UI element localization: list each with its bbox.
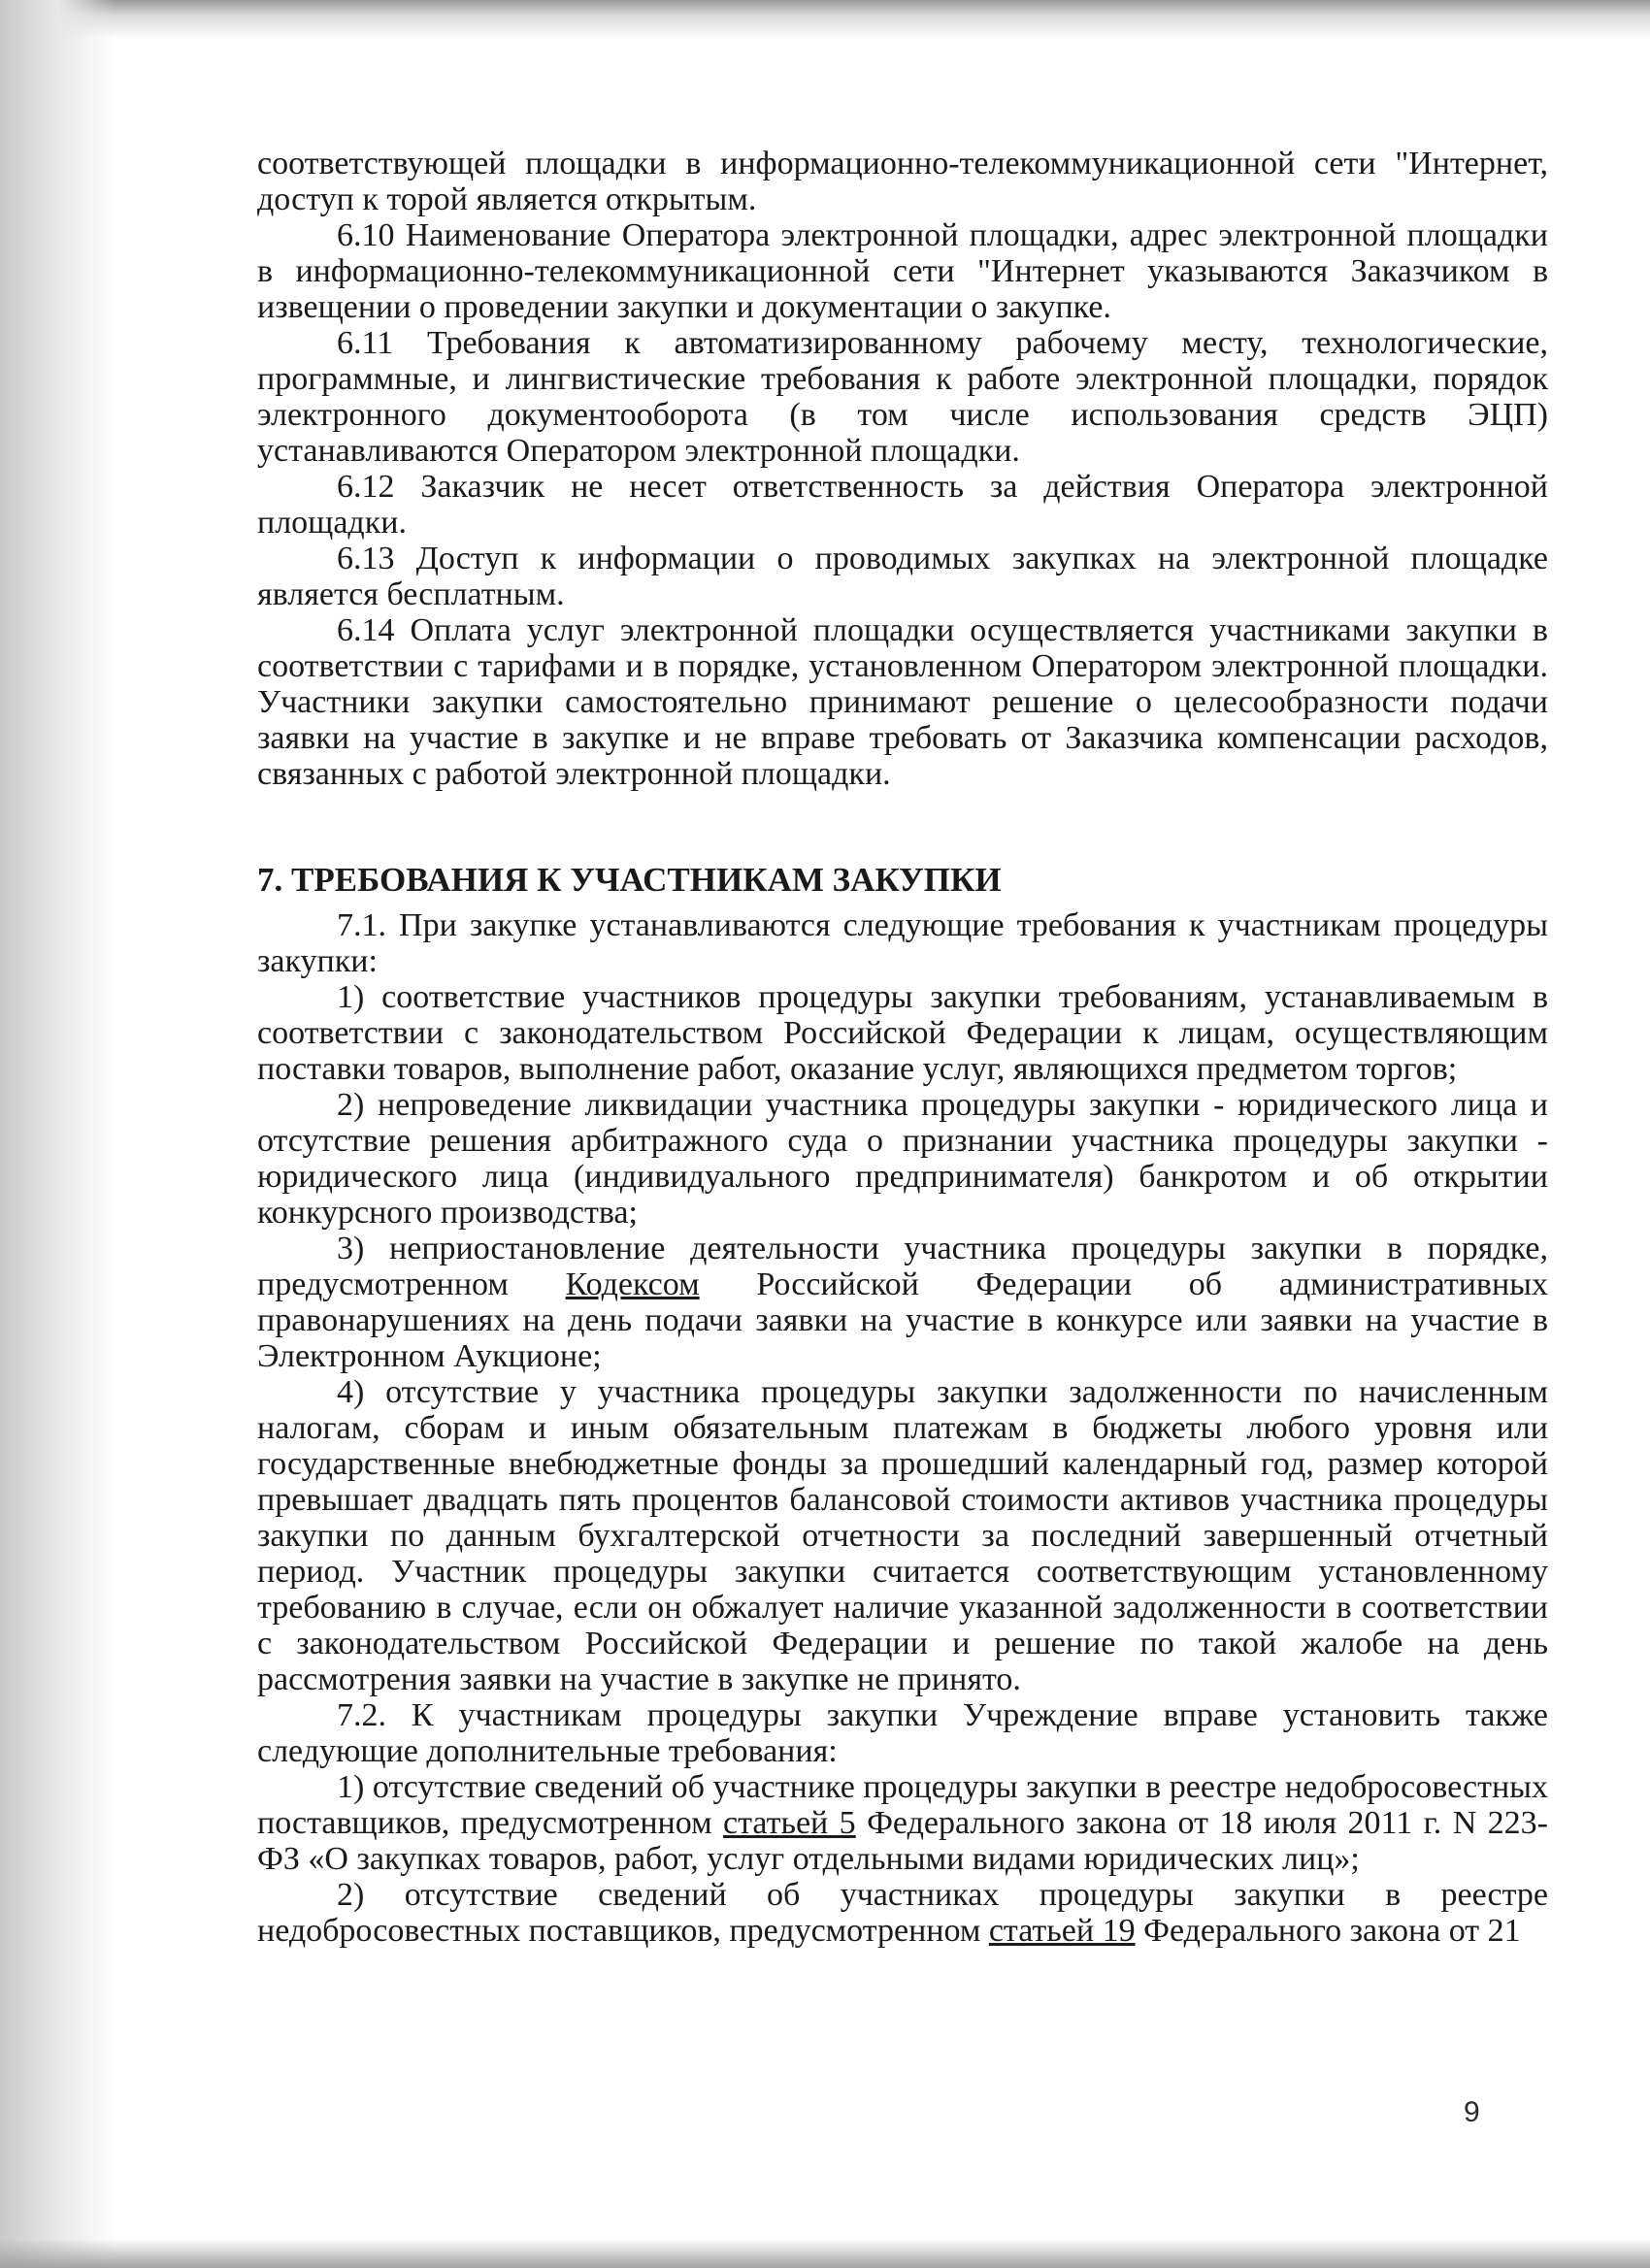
section-7-body — [257, 907, 1548, 1949]
paragraph-6-12: 6.12 Заказчик не несет ответственность за действия Оператора электронной площадки. — [257, 469, 1548, 541]
paragraph-7-1-item-3 — [257, 1231, 1548, 1374]
paragraph-7-1-item-4: 4) отсутствие у участника процедуры закупки задолженности по начисленным налогам, сборам и иным обязательным платежам в бюджеты любого уровня или государственные внебюджетные фонды за прошедший календарный год, размер которой превышает двадцать пять процентов балансовой стоимости активов участника процедуры закупки по данным бухгалтерской отчетности за последний завершенный отчетный период. Участник процедуры закупки считается соответствующим установленному требованию в случае, если он обжалует наличие указанной задолженности в соответствии с законодательством Российской Федерации и решение по такой жалобе на день рассмотрения заявки на участие в закупке не принято. — [257, 1374, 1548, 1697]
paragraph-7-2: 7.2. К участникам процедуры закупки Учреждение вправе установить также следующие дополнительные требования: — [257, 1697, 1548, 1769]
paragraph-6-14: 6.14 Оплата услуг электронной площадки осуществляется участниками закупки в соответствии с тарифами и в порядке, установленном Оператором электронной площадки. Участники закупки самостоятельно принимают решение о целесообразности подачи заявки на участие в закупке и не вправе требовать от Заказчика компенсации расходов, связанных с работой электронной площадки. — [257, 612, 1548, 792]
item-7-2-1-text-before: 1) отсутствие сведений об участнике процедуры закупки в реестре недобросовестных поставщиков, предусмотренном — [257, 1769, 1548, 1841]
paragraph-7-2-item-2 — [257, 1877, 1548, 1949]
item-3-text-after: Российской Федерации об административных правонарушениях на день подачи заявки на участие в конкурсе или заявки на участие в Электронном Аукционе; — [257, 1266, 1548, 1374]
paragraph-6-11: 6.11 Требования к автоматизированному рабочему месту, технологические, программные, и лингвистические требования к работе электронной площадки, порядок электронного документооборота (в том числе использования средств ЭЦП) устанавливаются Оператором электронной площадки. — [257, 325, 1548, 469]
item-7-2-1-text-after: Федерального закона от 18 июля 2011 г. N 223-ФЗ «О закупках товаров, работ, услуг отдельными видами юридических лиц»; — [257, 1805, 1548, 1877]
link-kodeks[interactable]: Кодексом — [565, 1266, 700, 1302]
scan-shadow-bottom — [0, 2239, 1650, 2268]
scan-shadow-left — [0, 0, 116, 2268]
page-number: 9 — [1464, 2096, 1480, 2128]
paragraph-7-2-item-1 — [257, 1769, 1548, 1877]
item-7-2-2-text-before: 2) отсутствие сведений об участниках процедуры закупки в реестре недобросовестных поставщиков, предусмотренном — [257, 1877, 1548, 1949]
paragraph-6-13: 6.13 Доступ к информации о проводимых закупках на электронной площадке является бесплатным. — [257, 541, 1548, 612]
paragraph-7-1-item-1: 1) соответствие участников процедуры закупки требованиям, устанавливаемым в соответствии с законодательством Российской Федерации к лицам, осуществляющим поставки товаров, выполнение работ, оказание услуг, являющихся предметом торгов; — [257, 979, 1548, 1087]
item-3-text-before: 3) неприостановление деятельности участника процедуры закупки в порядке, предусмотренном — [257, 1231, 1548, 1302]
link-article-19[interactable]: статьей 19 — [988, 1913, 1136, 1949]
paragraph-6-10: 6.10 Наименование Оператора электронной площадки, адрес электронной площадки в информационно-телекоммуникационной сети "Интернет указываются Заказчиком в извещении о проведении закупки и документации о закупке. — [257, 217, 1548, 325]
link-article-5[interactable]: статьей 5 — [723, 1805, 856, 1841]
paragraph-7-1-item-2: 2) непроведение ликвидации участника процедуры закупки - юридического лица и отсутствие решения арбитражного суда о признании участника процедуры закупки - юридического лица (индивидуального предпринимателя) банкротом и об открытии конкурсного производства; — [257, 1087, 1548, 1231]
item-7-2-2-text-after: Федерального закона от 21 — [1135, 1913, 1521, 1949]
scan-shadow-top — [0, 0, 1650, 39]
paragraph-7-1: 7.1. При закупке устанавливаются следующие требования к участникам процедуры закупки: — [257, 907, 1548, 979]
document-page — [257, 146, 1548, 1949]
paragraph-6-9-continuation: соответствующей площадки в информационно-телекоммуникационной сети "Интернет, доступ к торой является открытым. — [257, 146, 1548, 217]
section-6-continuation — [257, 146, 1548, 792]
section-7-heading: 7. ТРЕБОВАНИЯ К УЧАСТНИКАМ ЗАКУПКИ — [257, 861, 1002, 899]
